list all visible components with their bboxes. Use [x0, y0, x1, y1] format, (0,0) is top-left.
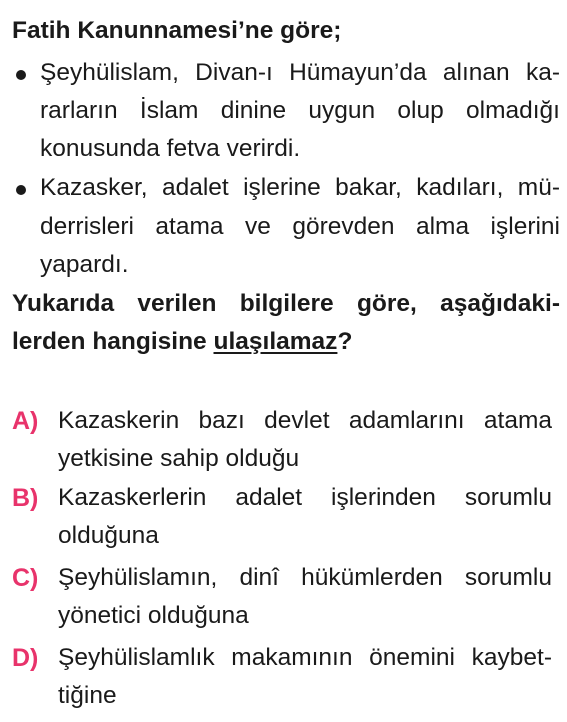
option-a-letter[interactable]: A) [12, 407, 39, 435]
question-keyword-underlined: ulaşılamaz [213, 328, 338, 355]
option-a-line-2[interactable]: yetkisine sahip olduğu [58, 445, 300, 472]
option-a-line-1[interactable]: Kazaskerin bazı devlet adamlarını atama [58, 407, 552, 434]
bullet-2-line-1: Kazasker, adalet işlerine bakar, kadıları, mü- [40, 174, 560, 201]
option-d-line-1[interactable]: Şeyhülislamlık makamının önemini kaybet- [58, 644, 552, 671]
bullet-2-line-2: derrisleri atama ve görevden alma işlerini [40, 213, 560, 240]
option-d-line-2[interactable]: tiğine [58, 682, 117, 709]
option-c-line-1[interactable]: Şeyhülislamın, dinî hükümlerden sorumlu [58, 564, 552, 591]
bullet-2-line-3: yapardı. [40, 251, 129, 278]
option-b-line-1[interactable]: Kazaskerlerin adalet işlerinden sorumlu [58, 484, 552, 511]
option-d-letter[interactable]: D) [12, 644, 39, 672]
question-line-2 [12, 327, 352, 357]
option-c-line-2[interactable]: yönetici olduğuna [58, 602, 249, 629]
question-line-2-prefix: lerden hangisine [12, 328, 214, 355]
bullet-dot [12, 173, 36, 203]
question-line-1: Yukarıda verilen bilgilere göre, aşağıdaki- [12, 290, 560, 317]
option-b-line-2[interactable]: olduğuna [58, 522, 159, 549]
bullet-1-line-2: rarların İslam dinine uygun olup olmadığı [40, 97, 560, 124]
question-line-2-suffix: ? [337, 328, 353, 355]
option-c-letter[interactable]: C) [12, 564, 39, 592]
bullet-1-line-3: konusunda fetva verirdi. [40, 135, 301, 162]
option-b-letter[interactable]: B) [12, 484, 39, 512]
bullet-1-line-1: Şeyhülislam, Divan-ı Hümayun’da alınan ka- [40, 59, 560, 86]
bullet-dot [12, 58, 36, 88]
intro-heading: Fatih Kanunnamesi’ne göre; [12, 17, 342, 44]
